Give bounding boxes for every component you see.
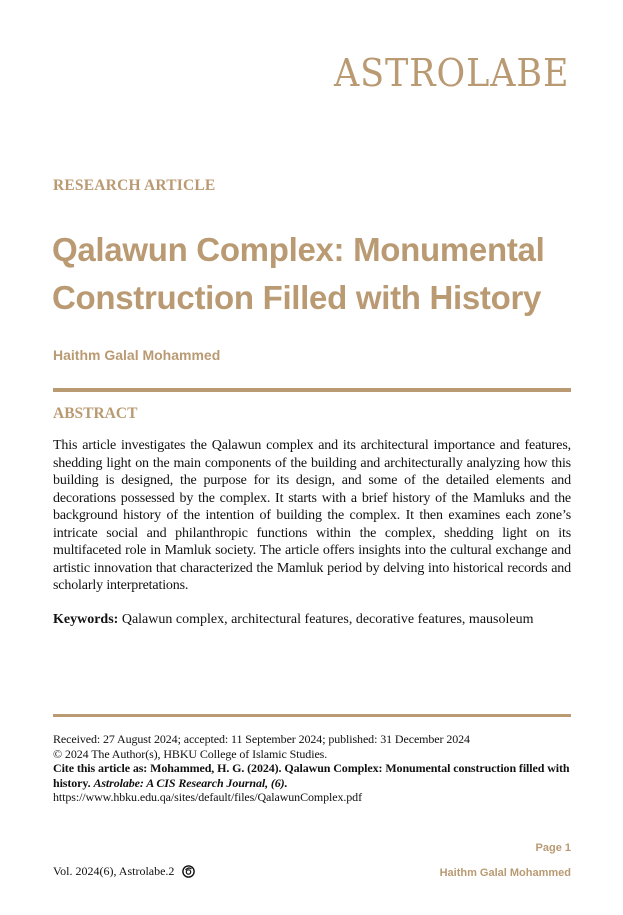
- author-name: Haithm Galal Mohammed: [53, 347, 221, 363]
- divider-bottom: [53, 714, 571, 717]
- open-access-icon: [182, 865, 195, 878]
- title-line-1: Qalawun Complex: Monumental: [52, 231, 545, 268]
- article-title: [52, 226, 592, 322]
- article-type-label: RESEARCH ARTICLE: [53, 177, 216, 194]
- title-line-2: Construction Filled with History: [52, 279, 542, 316]
- page-number: Page 1: [535, 842, 571, 854]
- abstract-heading: ABSTRACT: [53, 405, 138, 422]
- article-metadata: [53, 732, 573, 805]
- divider-top: [53, 388, 571, 392]
- publication-dates: Received: 27 August 2024; accepted: 11 September 2024; published: 31 December 2024: [53, 732, 470, 746]
- footer-volume: [53, 864, 195, 879]
- citation-text: Cite this article as: Mohammed, H. G. (2024). Qalawun Complex: Monumental construction filled with history.: [53, 761, 570, 790]
- citation: [53, 761, 573, 790]
- keywords-label: Keywords:: [53, 612, 119, 627]
- article-url[interactable]: https://www.hbku.edu.qa/sites/default/files/QalawunComplex.pdf: [53, 790, 362, 804]
- volume-text: Vol. 2024(6), Astrolabe.2: [53, 864, 175, 878]
- logo-text: ASTROLABE: [334, 51, 570, 95]
- citation-journal: Astrolabe: A CIS Research Journal, (6).: [93, 775, 288, 790]
- footer-author: Haithm Galal Mohammed: [439, 867, 571, 879]
- journal-logo: [334, 48, 569, 98]
- copyright-notice: © 2024 The Author(s), HBKU College of Islamic Studies.: [53, 746, 328, 761]
- abstract-text: This article investigates the Qalawun complex and its architectural importance and features, shedding light on the main components of the building and architecturally analyzing how this building is designed, the purpose for its design, and some of the detailed elements and decorations possessed by the complex. It starts with a brief history of the Mamluks and the background history of the intention of building the complex. It then examines each zone’s intricate social and philanthropic functions within the complex, shedding light on its multifaceted role in Mamluk society. The article offers insights into the cultural exchange and artistic innovation that characterized the Mamluk period by delving into historical records and scholarly interpretations.: [53, 438, 571, 593]
- keywords-list: Qalawun complex, architectural features, decorative features, mausoleum: [121, 612, 534, 627]
- keywords: [53, 612, 571, 628]
